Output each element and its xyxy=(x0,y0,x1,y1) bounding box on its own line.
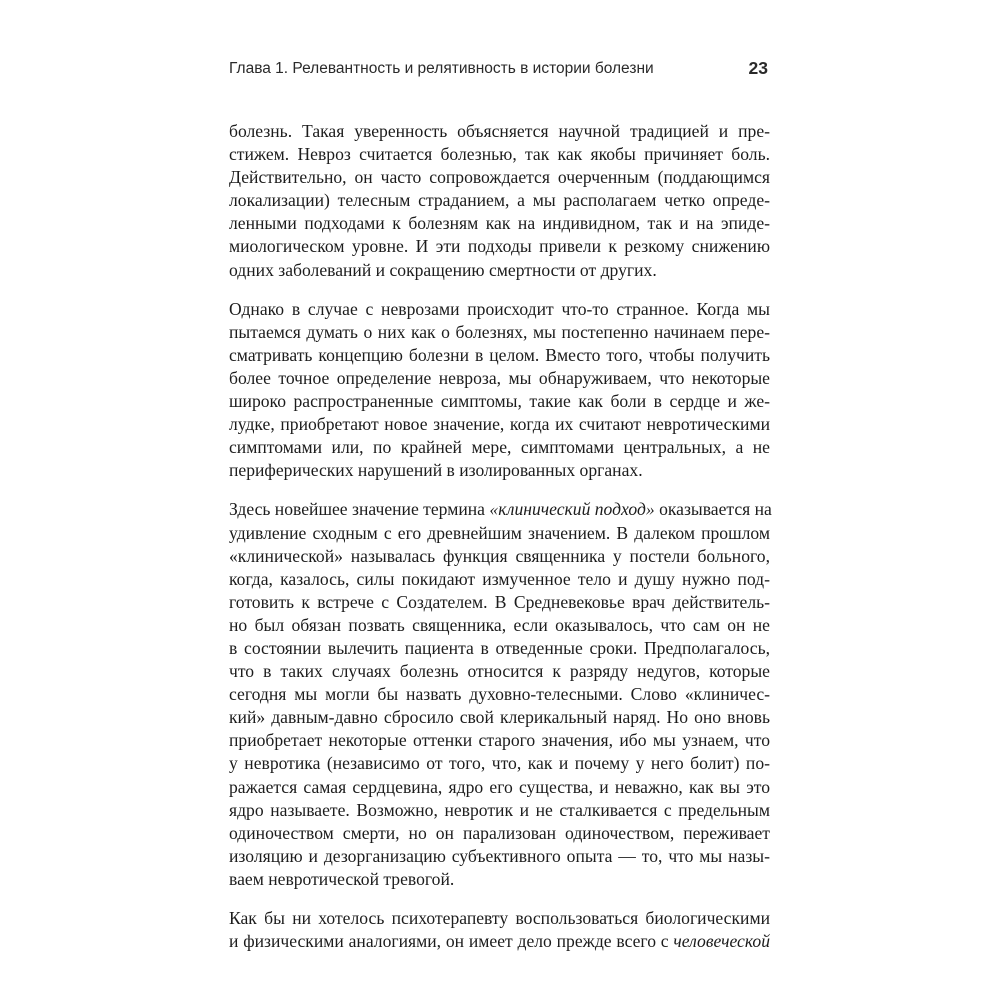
text-line: готовить к встрече с Создателем. В Средневековье врач действитель- xyxy=(229,591,770,612)
paragraph-2 xyxy=(229,298,770,483)
text-line: широко распространенные симптомы, такие как боли в сердце и же- xyxy=(229,391,770,412)
text-line: удивление сходным с его древнейшим значением. В далеком прошлом xyxy=(229,522,770,543)
text-run: и физическими аналогиями, он имеет дело прежде всего с xyxy=(229,931,674,952)
text-line: когда, казалось, силы покидают измученное тело и душу нужно под- xyxy=(229,568,770,589)
text-line: симптомами или, по крайней мере, симптомами центральных, а не xyxy=(229,437,770,458)
text-run: оказывается на xyxy=(654,499,772,520)
paragraph-4 xyxy=(229,907,770,953)
text-line: но был обязан позвать священника, если оказывалось, что сам он не xyxy=(229,614,770,635)
text-line: что в таких случаях болезнь относится к разряду недугов, которые xyxy=(229,661,770,682)
text-line: в состоянии вылечить пациента в отведенные сроки. Предполагалось, xyxy=(229,637,770,658)
text-line: приобретает некоторые оттенки старого значения, ибо мы узнаем, что xyxy=(229,730,770,751)
text-line: сегодня мы могли бы назвать духовно-телесными. Слово «клиничес- xyxy=(229,684,770,705)
text-line: «клинической» называлась функция священника у постели больного, xyxy=(229,545,770,566)
text-line: Как бы ни хотелось психотерапевту воспользоваться биологическими xyxy=(229,908,770,928)
text-line xyxy=(229,930,770,953)
text-line: лудке, приобретают новое значение, когда их считают невротическими xyxy=(229,414,770,435)
text-line: кий» давным-давно сбросило свой клерикальный наряд. Но оно вновь xyxy=(229,707,770,728)
text-line: ваем невротической тревогой. xyxy=(229,868,455,889)
text-line: более точное определение невроза, мы обнаруживаем, что некоторые xyxy=(229,367,770,388)
text-line: сматривать концепцию болезни в целом. Вместо того, чтобы получить xyxy=(229,344,770,365)
text-line: одиночеством смерти, но он парализован одиночеством, переживает xyxy=(229,822,770,843)
text-line: пытаемся думать о них как о болезнях, мы постепенно начинаем пере- xyxy=(229,321,770,342)
running-header xyxy=(229,58,768,82)
text-line: ядро называете. Возможно, невротик и не сталкивается с предельным xyxy=(229,799,770,820)
text-line: стижем. Невроз считается болезнью, так как якобы причиняет боль. xyxy=(229,144,770,165)
text-line: ражается самая сердцевина, ядро его существа, и неважно, как вы это xyxy=(229,776,770,797)
text-run: Здесь новейшее значение термина xyxy=(229,499,490,520)
paragraph-3 xyxy=(229,498,770,891)
chapter-title: Глава 1. Релевантность и релятивность в истории болезни xyxy=(229,60,654,77)
text-line: одних заболеваний и сокращению смертности от других. xyxy=(229,259,657,280)
text-line: периферических нарушений в изолированных органах. xyxy=(229,460,643,481)
text-line: изоляцию и дезорганизацию субъективного опыта — то, что мы назы- xyxy=(229,845,770,866)
paragraph-1 xyxy=(229,120,770,282)
text-line: локализации) телесным страданием, а мы располагаем четко опреде- xyxy=(229,190,770,211)
italic-term: «клинический подход» xyxy=(489,499,655,520)
body-text xyxy=(229,120,770,953)
text-line: Действительно, он часто сопровождается очерченным (поддающимся xyxy=(229,167,770,188)
text-line xyxy=(229,498,770,521)
page-number: 23 xyxy=(748,58,768,78)
text-line: у невротика (независимо от того, что, как и почему у него болит) по- xyxy=(229,753,770,774)
text-line: ленными подходами к болезням как на индивидном, так и на эпиде- xyxy=(229,213,770,234)
text-line: Однако в случае с неврозами происходит что-то странное. Когда мы xyxy=(229,298,770,319)
text-line: болезнь. Такая уверенность объясняется научной традицией и пре- xyxy=(229,121,770,141)
text-line: миологическом уровне. И эти подходы привели к резкому снижению xyxy=(229,236,770,257)
italic-word: человеческой xyxy=(673,931,770,952)
